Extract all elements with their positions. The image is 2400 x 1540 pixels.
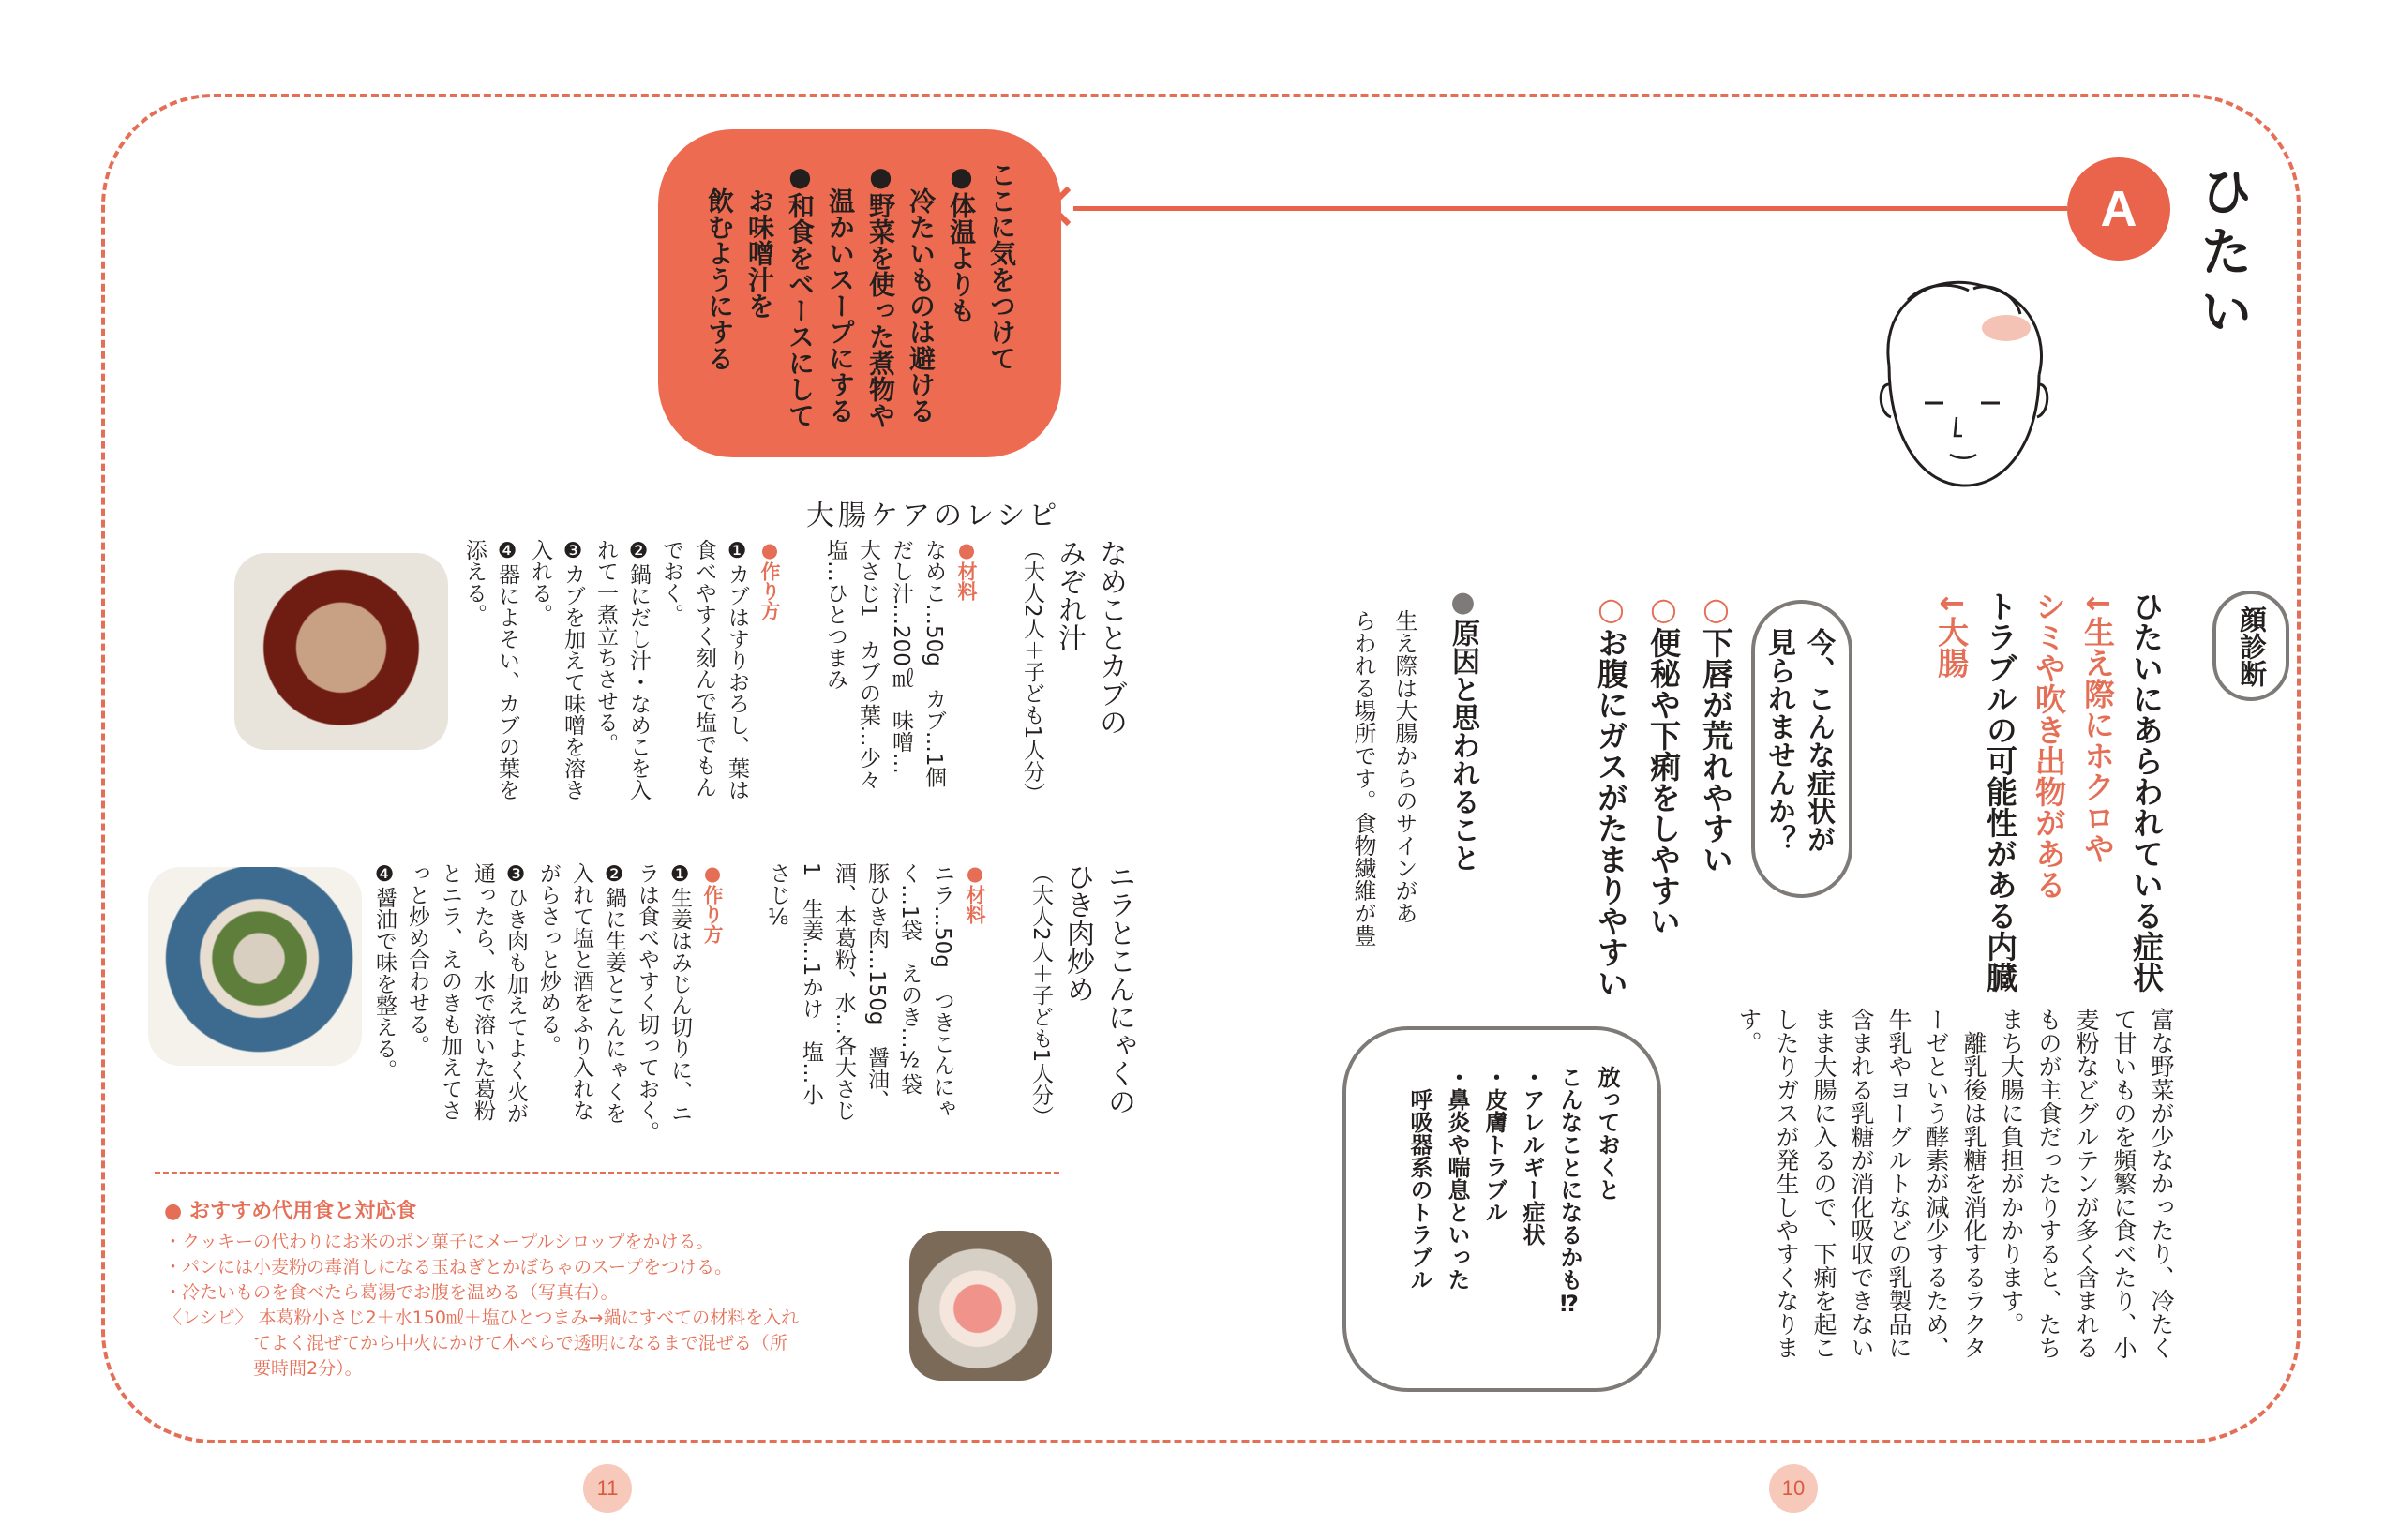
recommend-line: 要時間2分）。 [164,1358,363,1379]
recipe-name: ニラとこんにゃくの ひき肉炒め [1061,862,1135,1115]
circle-mark-icon: ○ [1698,591,1734,627]
symptom-block [1927,591,2170,993]
symptom-line: ひたいにあらわれている症状 [2128,591,2165,993]
organ-name: 大腸 [1933,616,1970,679]
steps-label: ●作り方 [758,539,781,620]
warning-box [1342,1026,1661,1392]
recipe-serving: （大人2人＋子ども1人分） [1020,539,1044,804]
ingredients-text: ニラ…50g つきこんにゃ く…1袋 えのき…½袋 豚ひき肉…150g 醤油、 酒、本葛粉、水…各大さじ 1 生姜…1かけ 塩…小 さじ⅛ [766,862,954,1121]
symptom-line: 生え際にホクロや [2079,616,2116,864]
recommend-line: 〈レシピ〉 本葛粉小さじ2＋水150㎖＋塩ひとつまみ→鍋にすべての材料を入れ [164,1308,800,1328]
cause-heading-text: 原因と思われること [1447,619,1479,872]
arrow-down-icon: ↓ [2079,591,2116,617]
question-label [1751,600,1852,898]
ingredients-label: ●材料 [964,862,986,924]
kao-shindan-text: 顔診断 [2236,606,2268,687]
recommend-line: ・クッキーの代わりにお米のポン菓子にメープルシロップをかける。 [164,1232,714,1252]
circle-mark-icon: ○ [1645,591,1682,627]
recipe-1 [458,539,1131,803]
ingredients-label: ●材料 [955,539,978,601]
care-box [658,129,1061,457]
page-number-right: 10 [1769,1464,1818,1513]
recommend-line: ・冷たいものを食べたら葛湯でお腹を温める（写真右）。 [164,1282,619,1303]
section-divider [155,1172,1059,1174]
cause-heading [1444,586,1481,872]
kuzuyu-photo [909,1231,1052,1381]
recommend-heading: ● おすすめ代用食と対応食 [164,1200,417,1223]
steps-text: ❶カブはすりおろし、葉は 食べやすく刻んで塩でもん でおく。 ❷鍋にだし汁・なめこを入 れて一煮立ちさせる。 ❸カブを加えて味噌を溶き 入れる。 ❹器によそい、カブの葉を 添える。 [462,539,749,800]
body-text: 富な野菜が少なかったり、冷たく て甘いものを頻繁に食べたり、小 麦粉などグルテンが多く含まれる ものが主食だったりすると、たち まち大腸に負担がかかります。 離乳後は乳糖を消化するラクタ ーゼという酵素が減少するため、 牛乳やヨーグルトなどの乳製品に 含まれる乳糖が消化吸収できない まま大腸に入るので、下痢を起こ したりガスが発生しやすくなりま す。 [1735,1008,2175,1359]
checklist-item: 下唇が荒れやすい [1698,627,1734,875]
recipe-serving: （大人2人＋子ども1人分） [1028,862,1053,1128]
checklist-item: 便秘や下痢をしやすい [1645,627,1682,936]
question-text: 今、こんな症状が 見られませんか？ [1762,628,1835,853]
recipe-2 [368,862,1139,1143]
recipe-name: なめことカブの みぞれ汁 [1053,539,1127,736]
page-number-left: 11 [583,1464,632,1513]
page-title: ひたい [2192,164,2253,344]
symptom-line: シミや吹き出物がある [2031,591,2067,900]
arrow-line [1073,206,2067,211]
stirfry-photo [148,867,362,1066]
soup-photo [234,553,448,750]
bullet-icon: ● [1447,586,1479,619]
kao-shindan-label [2212,591,2289,701]
cause-body: 生え際は大腸からのサインがあ らわれる場所です。食物繊維が豊 [1350,609,1418,947]
section-badge: A [2067,157,2170,261]
recipe-section-title: 大腸ケアのレシピ [806,500,1061,532]
recommend-list [164,1230,905,1382]
recommend-line: ・パンには小麦粉の毒消しになる玉ねぎとかぼちゃのスープをつける。 [164,1257,733,1278]
checklist [1584,591,1742,998]
warning-text: 放っておくと こんなことになるかも⁉ ・アレルギー症状 ・皮膚トラブル ・鼻炎や喘息といった 呼吸器系のトラブル [1406,1066,1620,1317]
care-text: ここに気をつけて ●体温よりも 冷たいものは避ける ●野菜を使った煮物や 温かいスープにする ●和食をベースにして お味噌汁を 飲むようにする [704,161,1017,428]
symptom-line: トラブルの可能性がある内臓 [1982,591,2018,993]
face-illustration-icon [1852,262,2067,497]
ingredients-text: なめこ…50g カブ…1個 だし汁…200㎖ 味噌… 大さじ1 カブの葉…少々 塩…ひとつまみ [823,539,946,790]
circle-mark-icon: ○ [1593,591,1629,627]
arrow-down-icon: ↓ [1933,591,1970,617]
steps-text: ❶生姜はみじん切りに、ニ ラは食べやすく切っておく。 ❷鍋に生姜とこんにゃくを 入れて塩と酒をふり入れな がらさっと炒める。 ❸ひき肉も加えてよく火が 通ったら、水で溶いた葛粉 とニラ、えのきも加えてさ っと炒め合わせる。 ❹醤油で味を整える。 [372,862,692,1143]
checklist-item: お腹にガスがたまりやすい [1593,627,1629,998]
steps-label: ●作り方 [701,862,724,944]
recommend-line: てよく混ぜてから中火にかけて木べらで透明になるまで混ぜる（所 [164,1333,788,1353]
